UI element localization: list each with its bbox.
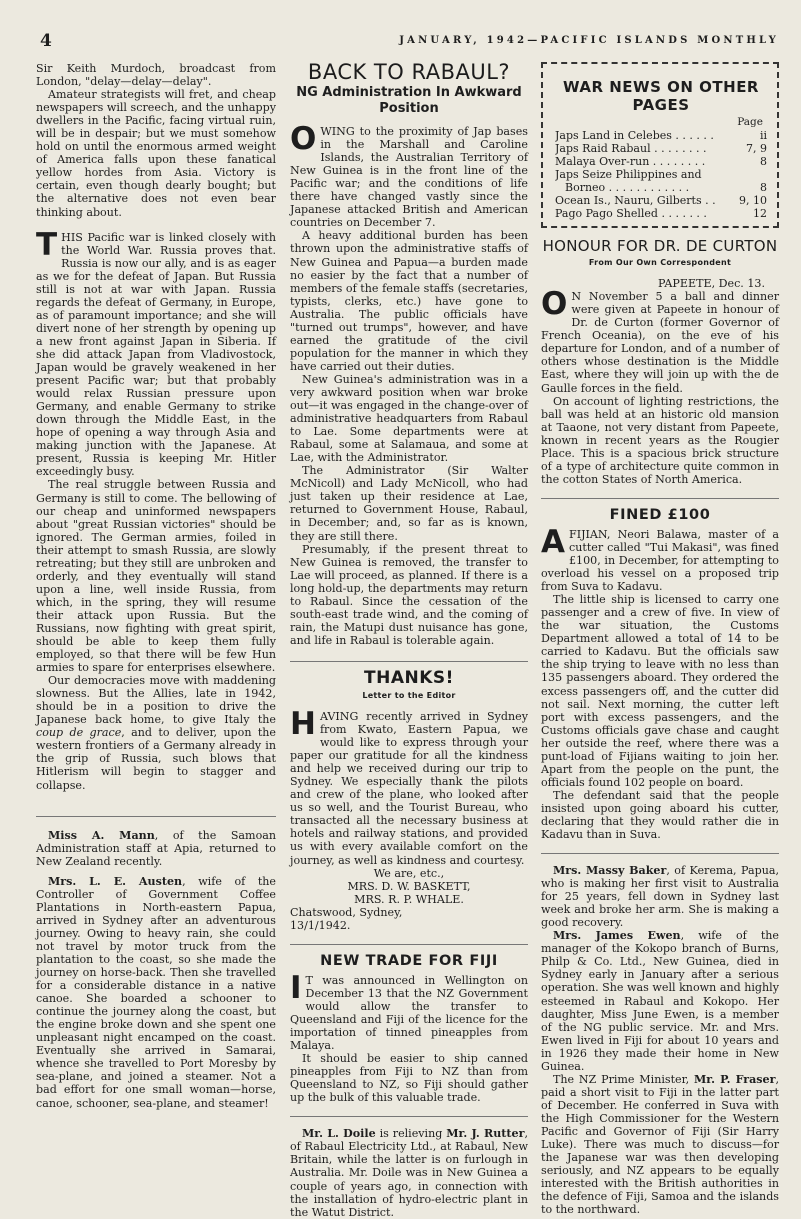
thanks-title: THANKS! [364, 667, 454, 688]
toc-page: 8 [760, 155, 767, 169]
signatory-2: MRS. R. P. WHALE. [354, 892, 464, 906]
toc-title: Ocean Is., Nauru, Gilberts . . [555, 194, 716, 208]
fined-paragraph-1 [541, 523, 779, 594]
paragraph-text: N November 5 a ball and dinner were given at Papeete in honour of Dr. de Curton (former Governor of French Oceania), on the eve of his departure for London, and of a number of others whose destination is the Middle East, where they will join up with the de Gaulle forces in the field. [541, 290, 779, 395]
note-mann [36, 829, 276, 868]
person-name: Miss A. Mann [48, 828, 155, 842]
toc-title: Malaya Over-run . . . . . . . . [555, 155, 706, 169]
note-text: is relieving [375, 1127, 447, 1141]
drop-cap: I [290, 969, 302, 1006]
intro-paragraph: Sir Keith Murdoch, broadcast from London, "delay—delay—delay". [36, 62, 276, 89]
fined-paragraph-3: The defendant said that the people insisted upon going aboard his cutter, declaring that they would rather die in Kadavu than in Suva. [541, 788, 779, 842]
divider [541, 853, 779, 854]
signatory-1: MRS. D. W. BASKETT, [347, 879, 471, 893]
column-middle [290, 62, 528, 1219]
note-baker [541, 864, 779, 929]
dateline: PAPEETE, Dec. 13. [657, 277, 765, 291]
rabaul-paragraph-3: New Guinea's administration was in a very awkward position when war broke out—it was engaged in the change-over of administrative headquarters from Rabaul to Lae. Some departments were at Rabaul, some at Salamaua, and some at Lae, with the Administrator. [290, 372, 528, 465]
rabaul-paragraph-1 [290, 121, 528, 230]
person-name: Mrs. L. E. Austen [48, 874, 183, 888]
note-text: , wife of the manager of the Kokopo branch of Burns, Philp & Co. Ltd., New Guinea, died in Sydney early in January after a serious operation. She was well known and highly esteemed in Rabaul and Kokopo. Her daughter, Miss June Ewen, is a member of the NG public service. Mr. and Mrs. Ewen lived in Fiji for about 10 years and in 1926 they made their home in New Guinea. [541, 929, 779, 1073]
drop-cap: O [541, 286, 568, 323]
divider [290, 944, 528, 945]
page-number: 4 [40, 31, 52, 51]
honour-title: HONOUR FOR DR. DE CURTON [542, 237, 778, 256]
toc-entry [555, 194, 767, 207]
page-header [40, 31, 779, 53]
person-name: Mrs. James Ewen [553, 929, 681, 943]
toc-entry [555, 181, 767, 194]
divider [36, 816, 276, 817]
divider [290, 1116, 528, 1117]
honour-paragraph-1 [541, 286, 779, 395]
drop-cap: H [290, 706, 316, 743]
text-part: Our democracies move with maddening slowness. But the Allies, late in 1942, should be in a position to drive the Japanese back home, to give Italy the [36, 674, 276, 727]
pacific-war-paragraph [36, 226, 276, 479]
democracies-paragraph [36, 674, 276, 791]
rabaul-paragraph-2: A heavy additional burden has been thrown upon the administrative staffs of New Guinea and Papua—a burden made no easier by the fact that a number of members of the female staffs (secretaries, typists, clerks, etc.) have gone to Australia. The public officials have "turned out trumps", however, and have earned the gratitude of the civil population for the manner in which they have carried out their duties. [290, 229, 528, 373]
letter-place: Chatswood, Sydney, [290, 905, 403, 919]
note-text: , of Rabaul Electricity Ltd., at Rabaul, New Britain, while the latter is on furlough in Australia. Mr. Doile was in New Guinea a couple of years ago, in connection with the installation of hydro-electric plant in the Watut District. [290, 1127, 528, 1219]
toc-title: Japs Land in Celebes . . . . . . [555, 129, 714, 143]
amateur-paragraph: Amateur strategists will fret, and cheap newspapers will screech, and the unhappy dwellers in the Pacific, facing virtual ruin, will be in despair; but we must somehow hold on until the enormous armed weight of America falls upon these fanatical yellow hordes from Asia. Victory is certain, even though dearly bought; but the alternative does not even bear thinking about. [36, 88, 276, 219]
fiji-paragraph-2: It should be easier to ship canned pineapples from Fiji to NZ than from Queensland to NZ, so Fiji should gather up the bulk of this valuable trade. [290, 1052, 528, 1105]
article-subtitle: NG Administration In Awkward Position [296, 85, 522, 117]
text-part: , and to deliver, upon the western frontiers of a Germany already in the grip of Russia, such blows that Hitlerism will begin to stagger and collapse. [36, 726, 276, 792]
person-name: Mr. L. Doile [302, 1127, 376, 1141]
toc-title: Borneo . . . . . . . . . . . . [565, 181, 690, 195]
running-head: JANUARY, 1942—PACIFIC ISLANDS MONTHLY [399, 35, 779, 46]
honour-subtitle: From Our Own Correspondent [588, 258, 732, 268]
note-austen [36, 875, 276, 1110]
column-left [36, 62, 276, 1110]
paragraph-text: T was announced in Wellington on December 13 that the NZ Government would allow the transfer to Queensland and Fiji of the licence for the importation of tinned pineapples from Malaya. [290, 973, 528, 1053]
note-ewen [541, 929, 779, 1073]
toc-page: 12 [753, 207, 767, 221]
rabaul-paragraph-4: The Administrator (Sir Walter McNicoll) and Lady McNicoll, who had just taken up their residence at Lae, returned to Government House, Rabaul, in December; and, so far as is known, they are still there. [290, 464, 528, 543]
toc-page: ii [759, 129, 767, 143]
toc-entry [555, 168, 767, 181]
toc-title: Pago Pago Shelled . . . . . . . [555, 207, 707, 221]
drop-cap: T [36, 226, 58, 263]
note-doile [290, 1127, 528, 1218]
letter-date: 13/1/1942. [290, 918, 351, 932]
person-name: Mrs. Massy Baker [553, 864, 667, 878]
toc-page: 7, 9 [746, 142, 767, 156]
sign-off: We are, etc., [373, 866, 445, 880]
divider [541, 498, 779, 499]
toc-entry [555, 207, 767, 220]
toc-page: 8 [760, 181, 767, 195]
toc-title: Japs Seize Philippines and [555, 168, 702, 182]
paragraph-text: FIJIAN, Neori Balawa, master of a cutter called "Tui Makasi", was fined £100, in December, for attempting to overload his vessel on a proposed trip from Suva to Kadavu. [541, 527, 779, 594]
note-text: The NZ Prime Minister, [553, 1072, 694, 1086]
war-news-box [541, 62, 779, 228]
page-column-label: Page [737, 116, 763, 128]
note-fraser [541, 1073, 779, 1217]
toc-entry [555, 142, 767, 155]
note-text: , of the Samoan Administration staff at Apia, returned to New Zealand recently. [36, 828, 277, 868]
toc-page: 9, 10 [739, 194, 767, 208]
fiji-paragraph-1 [290, 969, 528, 1053]
paragraph-text: HIS Pacific war is linked closely with the World War. Russia proves that. Russia is now our ally, and is as eager as we for the defeat of Japan. But Russia still is not at war with Japan. Russia regards the defeat of Germany, in Europe, as of paramount importance; and she will divert none of her strength by opening up a new front against Japan in Siberia. If she did attack Japan from Vladivostock, Japan would be gravely weakened in her present Pacific war; but that probably would relax Russian pressure upon Germany, and enable Germany to strike down through the Middle East, in the hope of opening a way through Asia and making junction with the Japanese. At present, Russia is keeping Mr. Hitler exceedingly busy. [36, 230, 276, 479]
drop-cap: O [290, 121, 317, 158]
person-name: Mr. P. Fraser [694, 1072, 776, 1086]
fined-title: FINED £100 [609, 506, 711, 523]
note-text: , wife of the Controller of Government Coffee Plantations in North-eastern Papua, arrived in Sydney after an adventurous journey. Owing to heavy rain, she could not travel by motor truck from the plantation to the coast, so she made the journey on horse-back. Then she travelled for a considerable distance in a native canoe. She boarded a schooner to continue the journey along the coast, but the engine broke down and she spent one unpleasant night encamped on the coast. Eventually she arrived in Samarai, whence she travelled to Port Moresby by sea-plane, and joined a steamer. Not a bad effort for one small woman—horse, canoe, schooner, sea-plane, and steamer! [36, 874, 276, 1110]
toc-entry [555, 155, 767, 168]
fiji-title: NEW TRADE FOR FIJI [320, 952, 498, 969]
thanks-subtitle: Letter to the Editor [362, 690, 456, 700]
thanks-letter [290, 706, 528, 867]
italic-phrase: coup de grace [36, 726, 122, 740]
fined-paragraph-2: The little ship is licensed to carry one passenger and a crew of five. In view of the war situation, the Customs Department allowed a total of 14 to be carried to Kadavu. But the officials saw the ship trying to leave with no less than 135 passengers aboard. They ordered the excess passengers off, and the cutter did not sail. Next morning, the cutter left port with excess passengers, and the Customs officials gave chase and caught her outside the reef, where there was a punt-load of Fijians waiting to join her. Apart from the people on the punt, the officials found 102 people on board. [541, 593, 779, 789]
note-text: , of Kerema, Papua, who is making her first visit to Australia for 25 years, fell down in Sydney last week and broke her arm. She is making a good recovery. [541, 864, 779, 930]
divider [290, 661, 528, 662]
paragraph-text: AVING recently arrived in Sydney from Kwato, Eastern Papua, we would like to express through your paper our gratitude for all the kindness and help we received during our trip to Sydney. We especially thank the pilots and crew of the plane, who looked after us so well, and the Tourist Bureau, who transacted all the necessary business at hotels and railway stations, and provided us with every available comfort on the journey, as well as kindness and courtesy. [290, 710, 528, 867]
real-struggle-paragraph: The real struggle between Russia and Germany is still to come. The bellowing of our cheap and uninformed newspapers about "great Russian victories" should be ignored. The German armies, foiled in their attempt to smash Russia, are slowly retreating; but they still are unbroken and orderly, and they eventually will stand upon a line, well inside Russia, from which, in the spring, they will resume their attack upon Russia. But the Russians, now fighting with great spirit, should be able to keep them fully employed, so that there will be few Hun armies to spare for enterprises elsewhere. [36, 478, 276, 675]
honour-paragraph-2: On account of lighting restrictions, the ball was held at an historic old mansion at Taaone, not very distant from Papeete, known in recent years as the Rougier Place. This is a spacious brick structure of a type of architecture quite common in the cotton States of North America. [541, 394, 779, 486]
person-name: Mr. J. Rutter [446, 1127, 525, 1141]
drop-cap: A [541, 523, 565, 560]
toc-page [727, 168, 767, 181]
toc-entry [555, 129, 767, 142]
toc-title: Japs Raid Rabaul . . . . . . . . [555, 142, 707, 156]
column-right [541, 62, 779, 1216]
paragraph-text: WING to the proximity of Jap bases in the Marshall and Caroline Islands, the Australian Territory of New Guinea is in the front line of the Pacific war; and the conditions of life there have changed vastly since the Japanese attacked British and American countries on December 7. [290, 125, 528, 230]
rabaul-paragraph-5: Presumably, if the present threat to New Guinea is removed, the transfer to Lae will proceed, as planned. If there is a long hold-up, the departments may return to Rabaul. Since the cessation of the south-east trade wind, and the coming of rain, the Matupi dust nuisance has gone, and life in Rabaul is tolerable again. [290, 542, 528, 647]
box-title: WAR NEWS ON OTHER PAGES [563, 78, 759, 114]
note-text: , paid a short visit to Fiji in the latter part of December. He conferred in Suva with the High Commissioner for the Western Pacific and Governor of Fiji (Sir Harry Luke). There was much to discuss—for the Japanese war was then developing seriously, and NZ appears to be equally interested with the British authorities in the defence of Fiji, Samoa and the islands to the northward. [541, 1072, 779, 1217]
article-title-back-to-rabaul: BACK TO RABAUL? [307, 60, 511, 84]
